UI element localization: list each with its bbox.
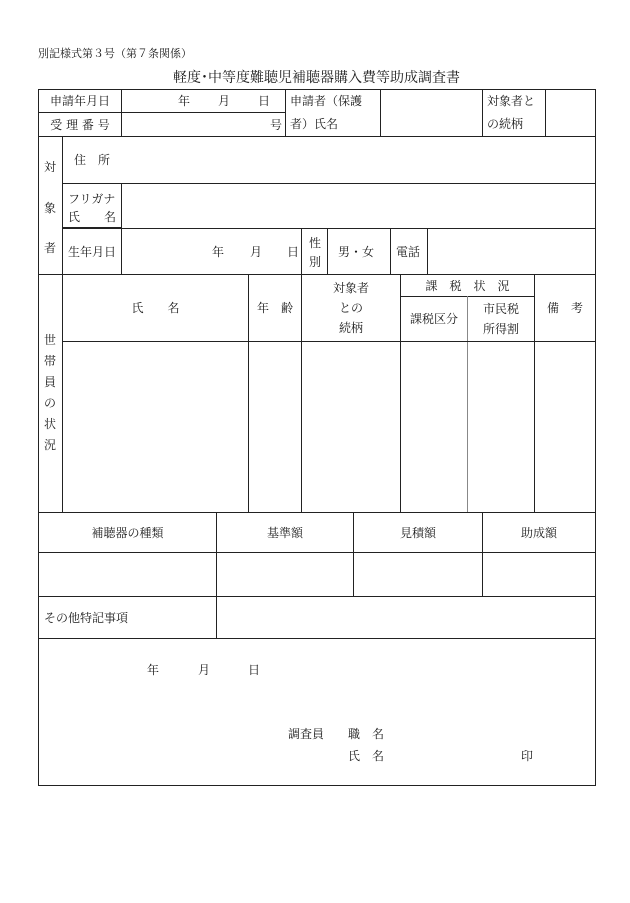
form-number: 別記様式第３号（第７条関係） <box>38 47 192 60</box>
applicant-name-field[interactable] <box>381 90 482 136</box>
device-type-field[interactable] <box>39 553 216 596</box>
applicant-name-label-line2: 者）氏名 <box>290 117 339 131</box>
subsidy-amount-field[interactable] <box>483 553 595 596</box>
footer-year-unit: 年 <box>147 663 160 677</box>
estimate-amount-field[interactable] <box>354 553 482 596</box>
investigator-name-label: 氏 名 <box>348 749 385 763</box>
remarks-header: 備 考 <box>546 301 583 315</box>
date-month-unit: 月 <box>218 94 231 108</box>
birth-date-label: 生年月日 <box>68 245 117 259</box>
date-year-unit: 年 <box>178 94 191 108</box>
investigator-label: 調査員 <box>288 727 325 741</box>
birth-year-unit: 年 <box>212 245 225 259</box>
subject-name-label: 氏 名 <box>68 210 117 224</box>
other-notes-field[interactable] <box>217 597 595 638</box>
receipt-number-label: 受 理 番 号 <box>50 118 110 132</box>
date-day-unit: 日 <box>258 94 271 108</box>
household-side-char-5: 状 <box>44 417 57 431</box>
relation-label-line2: の続柄 <box>487 117 524 131</box>
relation-field[interactable] <box>546 90 595 136</box>
subject-name-field[interactable] <box>123 184 595 228</box>
phone-label: 電話 <box>396 245 421 259</box>
household-remarks-cell[interactable] <box>535 342 595 512</box>
household-side-char-4: の <box>44 396 57 410</box>
birth-day-unit: 日 <box>287 245 300 259</box>
address-field[interactable] <box>123 137 595 183</box>
subsidy-amount-header: 助成額 <box>520 526 557 540</box>
standard-amount-header: 基準額 <box>266 526 303 540</box>
page-title: 軽度･中等度難聴児補聴器購入費等助成調査書 <box>173 70 460 86</box>
subject-side-char-2: 象 <box>44 201 57 215</box>
position-label: 職 名 <box>348 727 385 741</box>
investigator-name-field[interactable] <box>395 744 515 766</box>
birth-month-unit: 月 <box>250 245 263 259</box>
city-tax-header-line2: 所得割 <box>482 322 519 336</box>
application-date-label: 申請年月日 <box>49 94 110 108</box>
subject-side-char-3: 者 <box>44 241 57 255</box>
address-label: 住 所 <box>74 153 111 167</box>
household-relation-header-line1: 対象者 <box>332 281 369 295</box>
household-ages-cell[interactable] <box>249 342 301 512</box>
household-side-char-6: 況 <box>44 438 57 452</box>
phone-field[interactable] <box>428 229 595 274</box>
furigana-label: フリガナ <box>68 192 116 206</box>
household-relations-cell[interactable] <box>302 342 400 512</box>
tax-class-header: 課税区分 <box>409 312 458 326</box>
other-notes-label: その他特記事項 <box>44 611 129 625</box>
estimate-amount-header: 見積額 <box>399 526 436 540</box>
sex-options[interactable]: 男・女 <box>338 245 375 259</box>
household-name-header: 氏 名 <box>131 301 180 315</box>
city-tax-header-line1: 市民税 <box>482 302 519 316</box>
position-field[interactable] <box>395 722 515 744</box>
seal-mark: 印 <box>521 749 534 763</box>
household-tax-class-cell[interactable] <box>401 342 467 512</box>
applicant-name-label-line1: 申請者（保護 <box>290 94 363 108</box>
household-side-char-2: 帯 <box>44 354 57 368</box>
tax-status-header: 課 税 状 況 <box>425 279 510 293</box>
sex-label-line2: 別 <box>309 255 322 269</box>
household-relation-header-line2: との <box>338 301 363 315</box>
household-names-cell[interactable] <box>63 342 248 512</box>
household-side-char-1: 世 <box>44 333 57 347</box>
footer-month-unit: 月 <box>198 663 211 677</box>
household-age-header: 年 齢 <box>256 301 293 315</box>
footer-day-unit: 日 <box>248 663 261 677</box>
household-city-tax-cell[interactable] <box>468 342 534 512</box>
household-side-char-3: 員 <box>44 375 57 389</box>
sex-label-line1: 性 <box>309 236 322 250</box>
device-type-header: 補聴器の種類 <box>91 526 164 540</box>
household-relation-header-line3: 続柄 <box>338 321 363 335</box>
relation-label-line1: 対象者と <box>487 94 536 108</box>
standard-amount-field[interactable] <box>217 553 353 596</box>
receipt-number-unit: 号 <box>270 118 283 132</box>
subject-side-char-1: 対 <box>44 160 57 174</box>
